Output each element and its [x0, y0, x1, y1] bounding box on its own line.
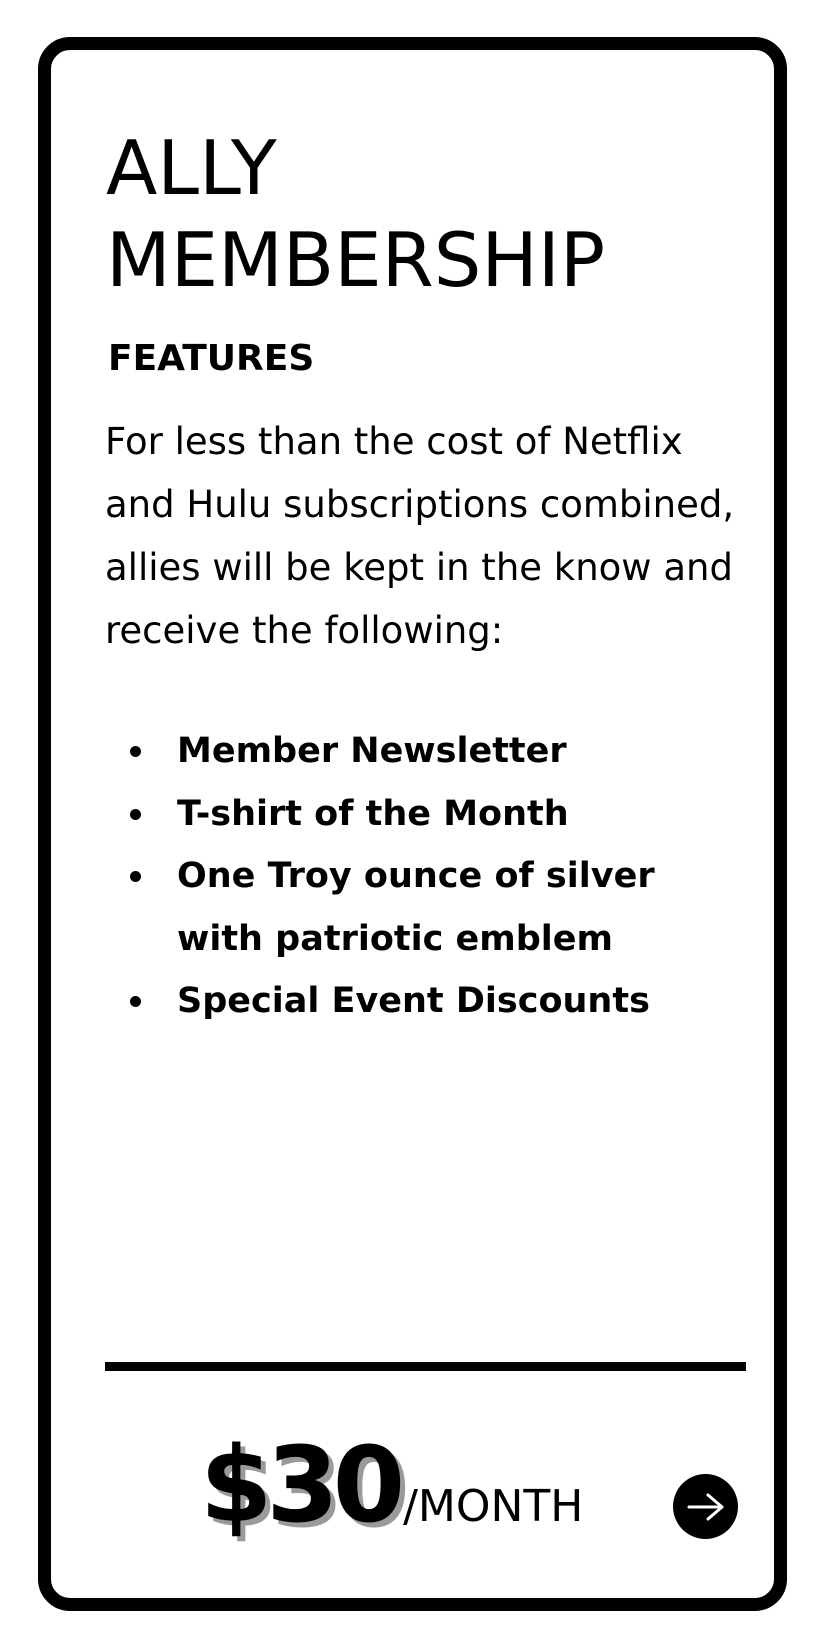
feature-label: T-shirt of the Month	[177, 793, 569, 834]
features-heading: FEATURES	[108, 338, 315, 379]
bullet-icon	[130, 809, 141, 820]
feature-label: Special Event Discounts	[177, 981, 650, 1021]
feature-list-item	[105, 970, 725, 1033]
continue-button[interactable]	[673, 1474, 738, 1539]
price-divider	[105, 1362, 746, 1371]
feature-label: One Troy ounce of silver with patriotic emblem	[177, 856, 655, 959]
features-description: For less than the cost of Netflix and Hulu subscriptions combined, allies will be kept in the know and receive the following:	[105, 420, 735, 652]
arrow-right-icon	[686, 1492, 726, 1522]
feature-list-item	[105, 845, 725, 970]
bullet-icon	[130, 871, 141, 882]
price	[200, 1425, 583, 1545]
bullet-icon	[130, 746, 141, 757]
title-line-2: MEMBERSHIP	[106, 216, 606, 304]
price-amount: $30	[200, 1424, 400, 1546]
feature-list-item	[105, 783, 725, 846]
price-period: /MONTH	[403, 1481, 584, 1532]
membership-title	[106, 122, 605, 306]
title-line-1: ALLY	[106, 124, 277, 212]
feature-list-item	[105, 720, 725, 783]
feature-label: Member Newsletter	[177, 731, 567, 771]
feature-list	[105, 720, 725, 1033]
bullet-icon	[130, 996, 141, 1007]
